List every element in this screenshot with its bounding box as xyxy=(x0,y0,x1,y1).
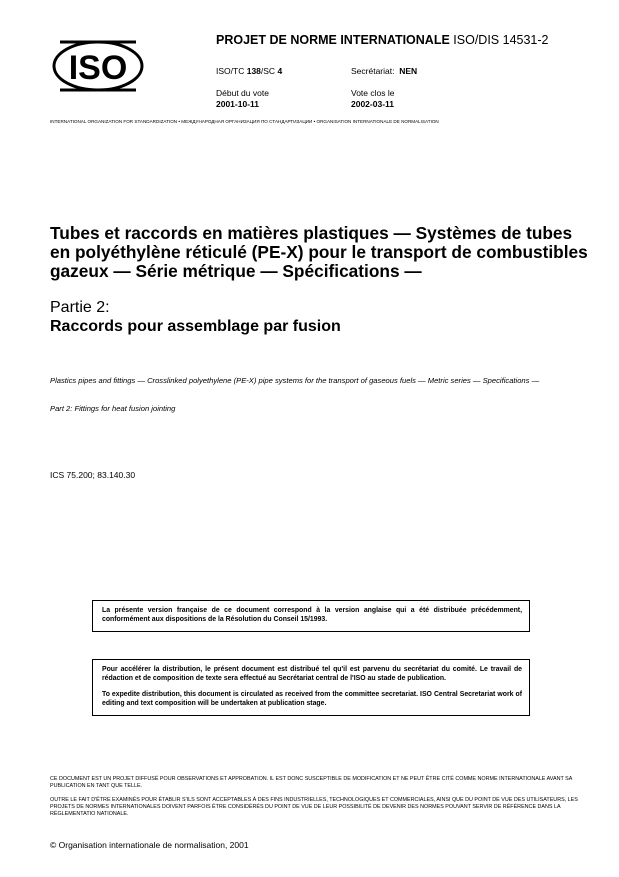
secretariat: Secrétariat: NEN xyxy=(351,66,418,76)
english-title: Plastics pipes and fittings — Crosslinked polyethylene (PE-X) pipe systems for the transport of gaseous fuels — Metric series — Specifications — xyxy=(50,376,540,385)
copyright: © Organisation internationale de normalisation, 2001 xyxy=(50,840,249,850)
evaluation-notice: OUTRE LE FAIT D'ÊTRE EXAMINÉS POUR ÉTABLIR S'ILS SONT ACCEPTABLES À DES FINS INDUSTRIELLES, TECHNOLOGIQUES ET COMMERCIALES, AINSI QUE DU POINT DE VUE DES UTILISATEURS, LES PROJETS DE NORMES INTERNATIONALES DOIVENT PARFOIS ÊTRE CONSIDÉRÉS DU POINT DE VUE DE LEUR POSSIBILITÉ DE DEVENIR DES NORMES POUVANT SERVIR DE RÉFÉRENCE DANS LA RÉGLEMENTATIO NATIONALE. xyxy=(50,797,578,818)
iso-logo xyxy=(50,36,146,96)
distribution-notice-fr: Pour accélérer la distribution, le présent document est distribué tel qu'il est parvenu du secrétariat du comité. Le travail de rédaction et de composition de texte sera effectué au Secrétariat central de l'ISO au stade de publication. xyxy=(102,666,522,683)
organization-line: INTERNATIONAL ORGANIZATION FOR STANDARDIZATION • МЕЖДУНАРОДНАЯ ОРГАНИЗАЦИЯ ПО СТАНДАРТИЗАЦИИ • ORGANISATION INTERNATIONALE DE NORMALISATION xyxy=(50,119,439,124)
draft-notice: CE DOCUMENT EST UN PROJET DIFFUSÉ POUR OBSERVATIONS ET APPROBATION. IL EST DONC SUSCEPTIBLE DE MODIFICATION ET NE PEUT ÊTRE CITÉ COMME NORME INTERNATIONALE AVANT SA PUBLICATION EN TANT QUE TELLE. xyxy=(50,776,573,790)
document-heading xyxy=(216,33,549,47)
vote-start-label: Début du vote xyxy=(216,88,269,98)
main-title: Tubes et raccords en matières plastiques — Systèmes de tubes en polyéthylène réticulé (PE-X) pour le transport de combustibles gazeux — Série métrique — Spécifications — xyxy=(50,223,588,281)
distribution-notice-en: To expedite distribution, this document is circulated as received from the committee secretariat. ISO Central Secretariat work of editing and text composition will be undertaken at publication stage. xyxy=(102,690,522,708)
ics-codes: ICS 75.200; 83.140.30 xyxy=(50,470,136,480)
svg-text:ISO: ISO xyxy=(68,49,128,87)
distribution-notice xyxy=(92,659,530,716)
english-part-title: Part 2: Fittings for heat fusion jointing xyxy=(50,404,176,413)
vote-end-label: Vote clos le xyxy=(351,88,395,98)
vote-end-date: 2002-03-11 xyxy=(351,99,395,109)
committee-reference: ISO/TC 138/SC 4 xyxy=(216,66,283,76)
draft-standard-title: PROJET DE NORME INTERNATIONALE xyxy=(216,33,450,47)
vote-start-date: 2001-10-11 xyxy=(216,99,260,109)
part-label: Partie 2: xyxy=(50,299,110,316)
french-version-notice: La présente version française de ce document correspond à la version anglaise qui a été distribuée précédemment, conformément aux dispositions de la Résolution du Conseil 15/1993. xyxy=(92,600,530,632)
part-title: Raccords pour assemblage par fusion xyxy=(50,318,341,335)
document-number: ISO/DIS 14531-2 xyxy=(453,33,549,47)
